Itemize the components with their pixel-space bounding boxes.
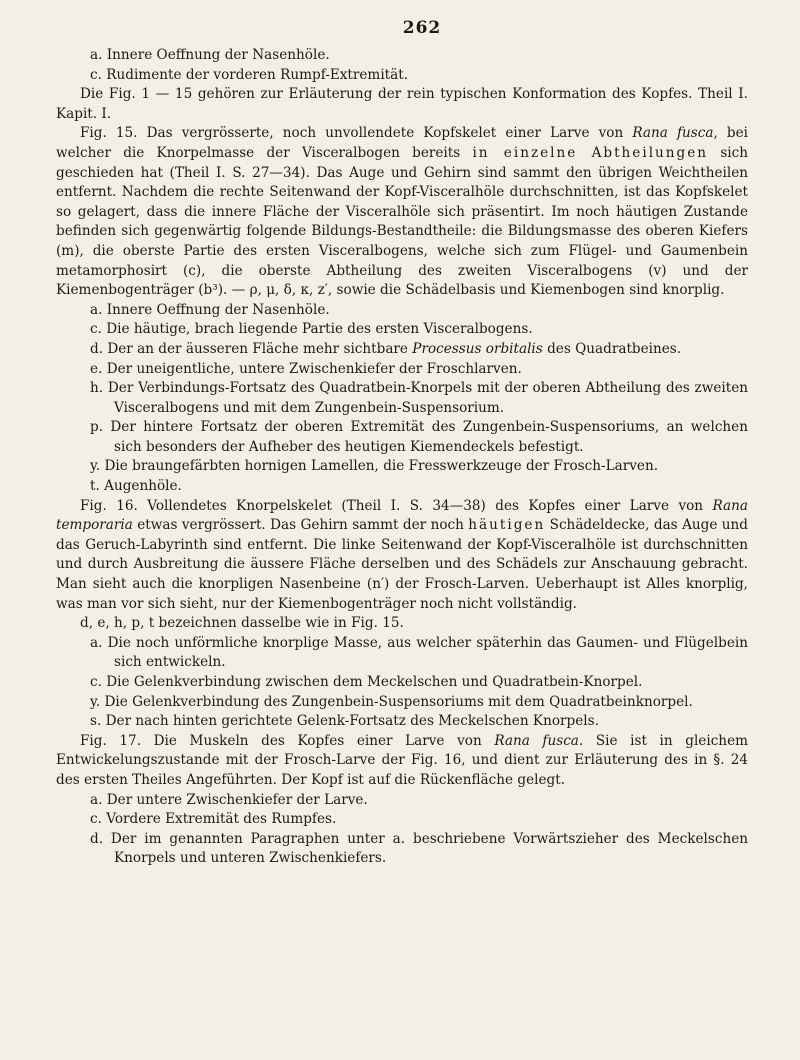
fig16-paragraph: Fig. 16. Vollendetes Knorpelskelet (Theil I. S. 34—38) des Kopfes einer Larve von Rana temporaria etwas vergrössert. Das Gehirn sammt der noch häutigen Schädeldecke, das Auge und das Geruch-Labyrinth sind entfernt. Die linke Seitenwand der Kopf-Visceralhöle ist durchschnitten und durch Ausbreitung die äussere Fläche derselben und des Schädels zur Anschauung gebracht. Man sieht auch die knorpligen Nasenbeine (n′) der Frosch-Larven. Ueberhaupt ist Alles knorplig, was man vor sich sieht, nur der Kiemenbogenträger noch nicht vollständig. [56,497,748,612]
list-item: s. Der nach hinten gerichtete Gelenk-Fortsatz des Meckelschen Knorpels. [90,713,599,730]
list-item: c. Rudimente der vorderen Rumpf-Extremität. [90,66,409,83]
list-item: y. Die braungefärbten hornigen Lamellen, die Fresswerkzeuge der Frosch-Larven. [90,458,659,475]
list-item: a. Der untere Zwischenkiefer der Larve. [90,791,368,808]
list-item: h. Der Verbindungs-Fortsatz des Quadratbein-Knorpels mit der oberen Abtheilung des zweiten Visceralbogens und mit dem Zungenbein-Suspensorium. [90,380,748,416]
list-item: c. Vordere Extremität des Rumpfes. [90,811,337,828]
list-item: e. Der uneigentliche, untere Zwischenkiefer der Froschlarven. [90,360,522,377]
list-item: d. Der im genannten Paragraphen unter a. beschriebene Vorwärtszieher des Meckelschen Knorpels und unteren Zwischenkiefers. [90,830,749,867]
list-item: a. Die noch unförmliche knorplige Masse, aus welcher späterhin das Gaumen- und Flügelbein sich entwickeln. [90,634,748,671]
list-item: y. Die Gelenkverbindung des Zungenbein-Suspensoriums mit dem Quadratbeinknorpel. [90,693,693,710]
list-item: d. Der an der äusseren Fläche mehr sichtbare Processus orbitalis des Quadratbeines. [90,340,682,357]
fig17-paragraph: Fig. 17. Die Muskeln des Kopfes einer Larve von Rana fusca. Sie ist in gleichem Entwickelungszustande mit der Frosch-Larve der Fig. 16, und dient zur Erläuterung des in §. 24 des ersten Theiles Angeführten. Der Kopf ist auf die Rückenfläche gelegt. [56,732,748,788]
intro-paragraph: Die Fig. 1 — 15 gehören zur Erläuterung der rein typischen Konformation des Kopfes. Theil I. Kapit. I. [56,86,748,122]
list-item: a. Innere Oeffnung der Nasenhöle. [90,301,330,318]
list-item: a. Innere Oeffnung der Nasenhöle. [90,47,330,63]
fig16-note: d, e, h, p, t bezeichnen dasselbe wie in Fig. 15. [80,615,404,632]
list-item: t. Augenhöle. [90,478,182,495]
list-item: p. Der hintere Fortsatz der oberen Extremität des Zungenbein-Suspensoriums, an welchen sich besonders der Aufheber des heutigen Kiemendeckels befestigt. [90,419,748,455]
fig15-paragraph: Fig. 15. Das vergrösserte, noch unvollendete Kopfskelet einer Larve von Rana fusca, bei welcher die Knorpelmasse der Visceralbogen bereits in einzelne Abtheilungen sich geschieden hat (Theil I. S. 27—34). Das Auge und Gehirn sind sammt den übrigen Weichtheilen entfernt. Nachdem die rechte Seitenwand der Kopf-Visceralhöle durchschnitten, ist das Kopfskelet so gelagert, dass die innere Fläche der Visceralhöle sich präsentirt. Im noch häutigen Zustande befinden sich gegenwärtig folgende Bildungs-Bestandtheile: die Bildungsmasse des oberen Kiefers (m), die oberste Partie des ersten Visceralbogens, welche sich zum Flügel- und Gaumenbein metamorphosirt (c), die oberste Abtheilung des zweiten Visceralbogens (v) und der Kiemenbogenträger (b³). — ρ, μ, δ, κ, z′, sowie die Schädelbasis und Kiemenbogen sind knorplig. [56,125,749,299]
list-item: c. Die häutige, brach liegende Partie des ersten Visceralbogens. [90,321,533,338]
list-item: c. Die Gelenkverbindung zwischen dem Meckelschen und Quadratbein-Knorpel. [90,674,643,690]
page-number: 262 [402,18,442,38]
